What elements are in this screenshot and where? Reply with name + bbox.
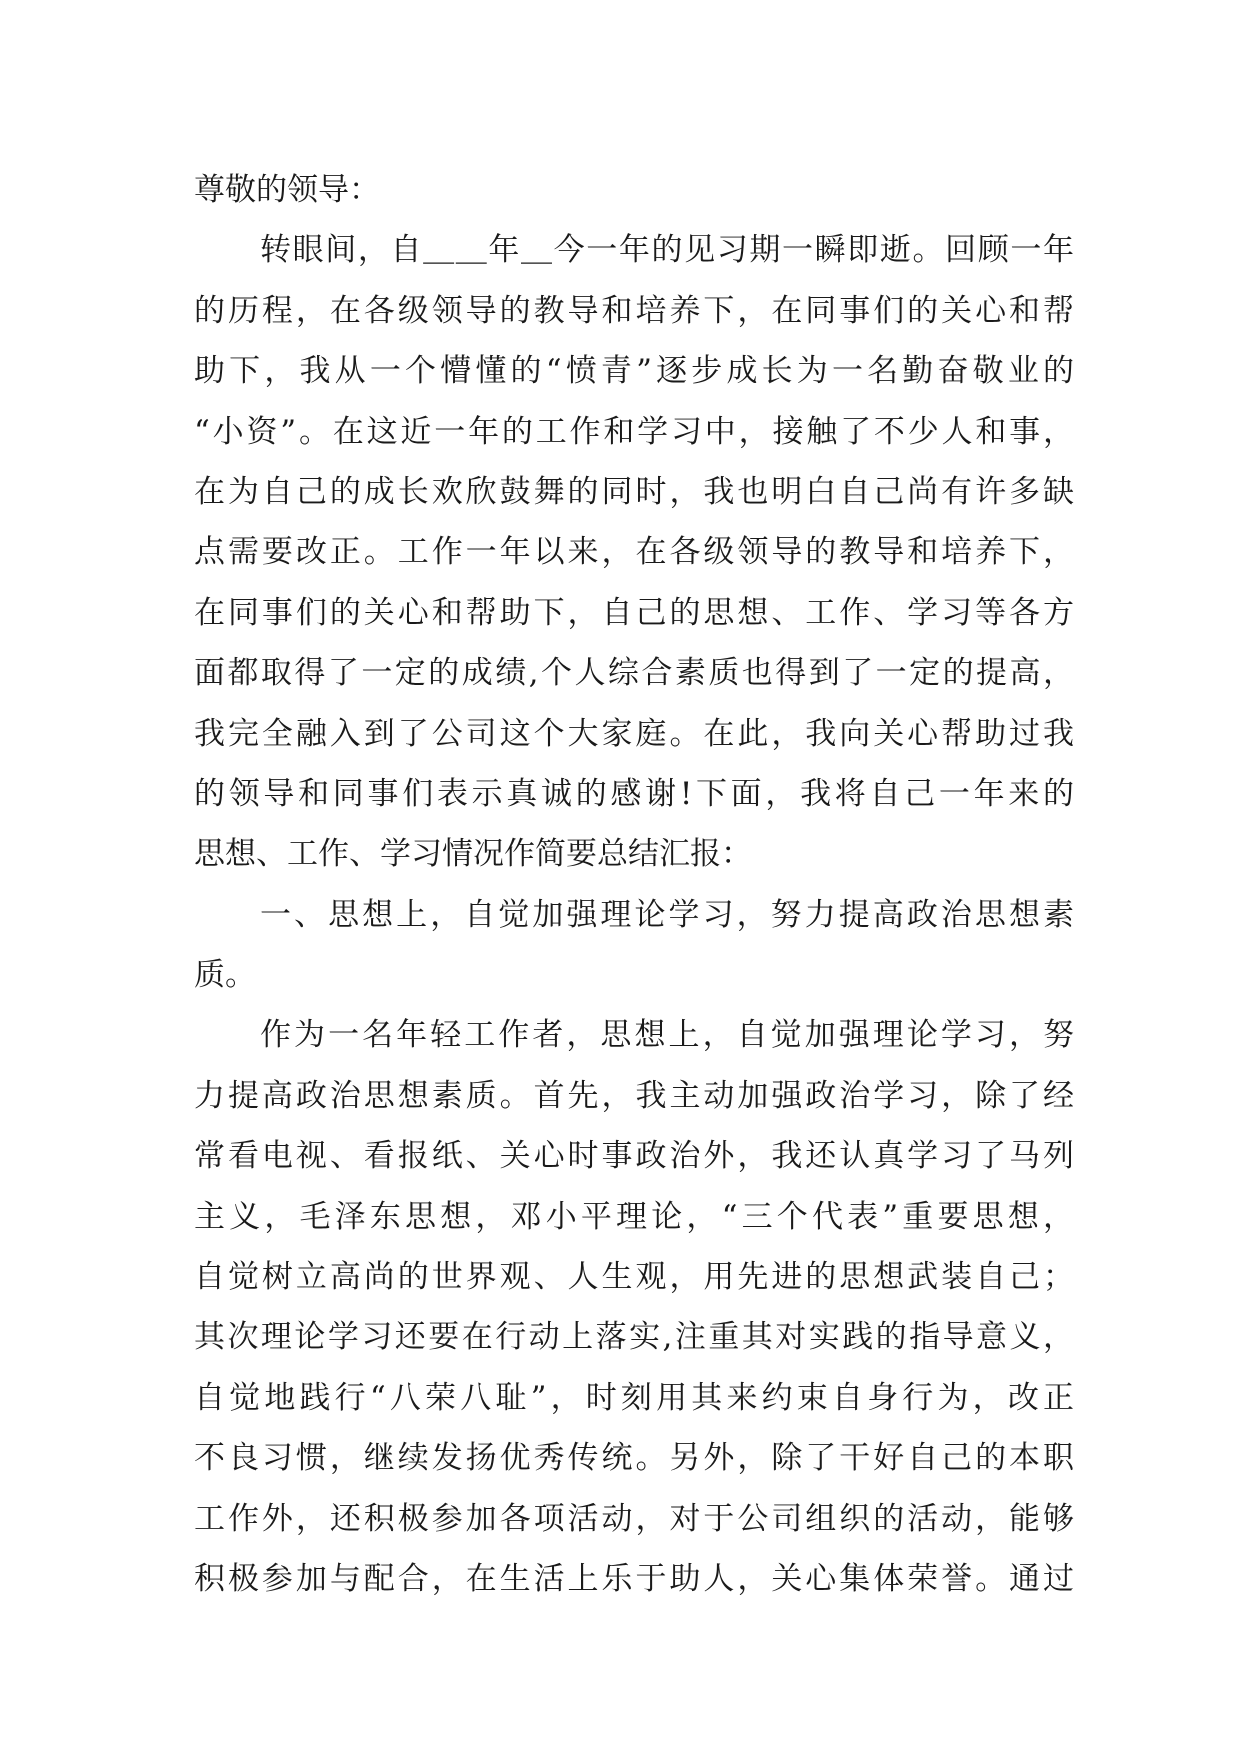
text-line: 一、思想上，自觉加强理论学习，努力提高政治思想素 (260, 896, 1074, 933)
text-line: 积极参加与配合，在生活上乐于助人，关心集体荣誉。通过 (194, 1560, 1074, 1597)
text-line: 点需要改正。工作一年以来，在各级领导的教导和培养下， (194, 534, 1074, 571)
text-line: 我完全融入到了公司这个大家庭。在此，我向关心帮助过我 (194, 715, 1074, 752)
text-line: 自觉树立高尚的世界观、人生观，用先进的思想武装自己； (194, 1259, 1074, 1296)
text-line: 质。 (194, 957, 256, 994)
text-line: 助下，我从一个懵懂的“愤青”逐步成长为一名勤奋敬业的 (194, 353, 1074, 390)
document-body (194, 160, 1074, 1609)
text-line: 常看电视、看报纸、关心时事政治外，我还认真学习了马列 (194, 1138, 1074, 1175)
text-line: 作为一名年轻工作者，思想上，自觉加强理论学习，努 (260, 1017, 1074, 1054)
text-line: 工作外，还积极参加各项活动，对于公司组织的活动，能够 (194, 1500, 1074, 1537)
text-line: 在为自己的成长欢欣鼓舞的同时，我也明白自己尚有许多缺 (194, 473, 1074, 510)
text-line: 其次理论学习还要在行动上落实,注重其对实践的指导意义， (194, 1319, 1074, 1356)
text-line: 主义，毛泽东思想，邓小平理论，“三个代表”重要思想， (194, 1198, 1074, 1235)
text-line: 在同事们的关心和帮助下，自己的思想、工作、学习等各方 (194, 594, 1074, 631)
text-line: 自觉地践行“八荣八耻”，时刻用其来约束自身行为，改正 (194, 1379, 1074, 1416)
text-line: 力提高政治思想素质。首先，我主动加强政治学习，除了经 (194, 1077, 1074, 1114)
text-line: 尊敬的领导： (194, 172, 380, 208)
text-line: 转眼间，自＿＿年＿今一年的见习期一瞬即逝。回顾一年 (260, 232, 1074, 269)
text-line: 思想、工作、学习情况作简要总结汇报： (194, 836, 752, 873)
text-line: 不良习惯，继续发扬优秀传统。另外，除了干好自己的本职 (194, 1440, 1074, 1477)
text-line: 面都取得了一定的成绩,个人综合素质也得到了一定的提高， (194, 655, 1074, 692)
text-line: 的领导和同事们表示真诚的感谢!下面，我将自己一年来的 (194, 775, 1074, 812)
text-line: “小资”。在这近一年的工作和学习中，接触了不少人和事， (194, 413, 1074, 450)
text-line: 的历程，在各级领导的教导和培养下，在同事们的关心和帮 (194, 292, 1074, 329)
